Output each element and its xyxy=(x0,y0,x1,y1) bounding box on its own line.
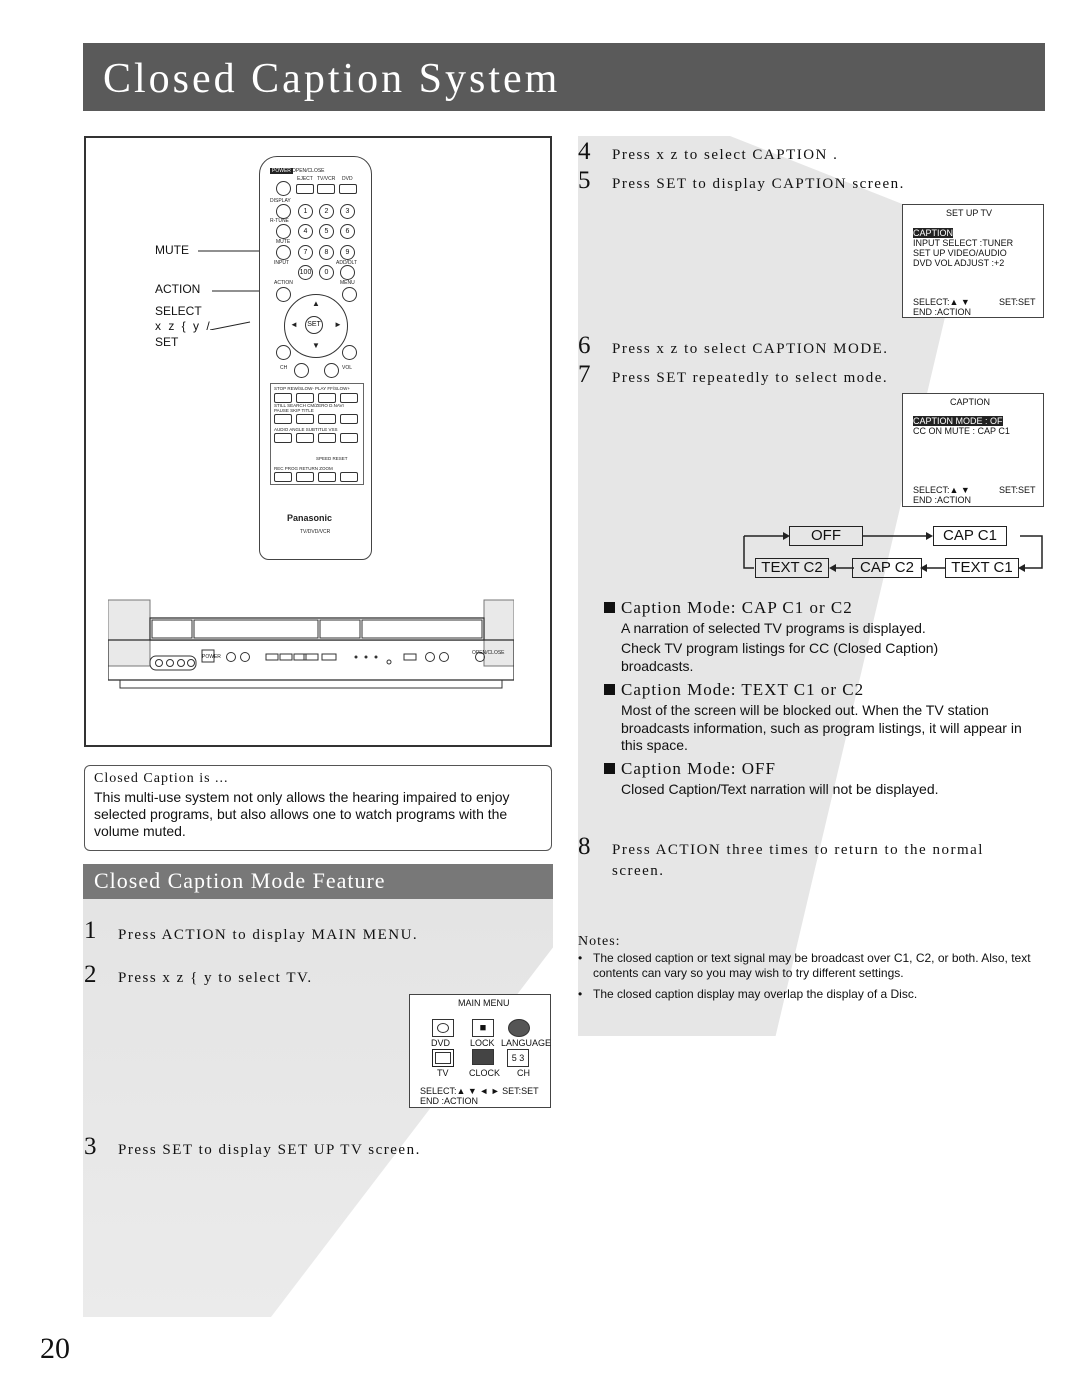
setup-tv-footer-end: END :ACTION xyxy=(913,307,972,317)
remote-row3-label: PAUSE SKIP TITLE xyxy=(274,408,314,413)
remote-up-arrow-icon: ▲ xyxy=(312,299,320,308)
flow-text-c2-box: TEXT C2 xyxy=(755,558,829,578)
remote-subtitle-button xyxy=(318,433,336,443)
step-7-number: 7 xyxy=(578,361,591,388)
step-2-text: Press x z { y to select TV. xyxy=(118,970,313,986)
page-number: 20 xyxy=(40,1332,70,1365)
flow-text-c1-box: TEXT C1 xyxy=(945,558,1019,578)
remote-set-button: SET xyxy=(305,316,323,334)
remote-key-2: 2 xyxy=(319,204,334,219)
remote-brand-logo: Panasonic xyxy=(287,513,333,523)
bullet-square-icon xyxy=(604,602,615,613)
step-6-text: Press x z to select CAPTION MODE. xyxy=(612,341,889,357)
remote-key-6: 6 xyxy=(340,224,355,239)
remote-key-4: 4 xyxy=(298,224,313,239)
step-8-text: Press ACTION three times to return to the normal xyxy=(612,842,984,858)
mode-off-body: Closed Caption/Text narration will not be displayed. xyxy=(621,781,939,797)
remote-dvd-label: DVD xyxy=(342,176,353,182)
flow-cap-c2-box: CAP C2 xyxy=(852,558,922,578)
ch-icon: 5 3 xyxy=(507,1049,529,1067)
remote-stop-button xyxy=(274,393,292,403)
remote-row4-label: AUDIO ANGLE SUBTITLE VSS xyxy=(274,427,338,432)
remote-ch-label: CH xyxy=(280,365,288,371)
label-select-keys: x z { y / xyxy=(155,319,212,333)
remote-ch-up-button xyxy=(276,345,291,360)
lock-icon: ■ xyxy=(472,1019,494,1037)
step-3-number: 3 xyxy=(84,1133,97,1160)
main-menu-lock-label: LOCK xyxy=(470,1038,495,1048)
mode-text-heading xyxy=(604,680,864,700)
remote-key-8: 8 xyxy=(319,245,334,260)
remote-add-dlt-button xyxy=(340,265,355,280)
remote-return-button xyxy=(318,472,336,482)
remote-rtune-button xyxy=(276,224,291,239)
remote-action-button xyxy=(276,287,291,302)
mode-cap-heading-text: Caption Mode: CAP C1 or C2 xyxy=(621,598,853,617)
remote-vol-down-button xyxy=(324,363,339,378)
remote-play-button xyxy=(318,393,336,403)
caption-mode-item: CAPTION MODE : OF xyxy=(913,416,1003,426)
bullet-icon: • xyxy=(578,951,583,965)
remote-key-1: 1 xyxy=(298,204,313,219)
remote-model-label: TV/DVD/VCR xyxy=(300,529,331,535)
remote-action-label: ACTION xyxy=(274,280,293,286)
notes-item-1-text: The closed caption or text signal may be broadcast over C1, C2, or both. Also, text contents can vary so you may wish to try different settings. xyxy=(593,951,1031,980)
remote-power-button xyxy=(276,181,291,196)
background-band-right xyxy=(578,136,958,1036)
setup-tv-dvd-vol: DVD VOL ADJUST :+2 xyxy=(913,258,1005,268)
mode-text-body: Most of the screen will be blocked out. When the TV station broadcasts information, such as program listings, it will appear in this space. xyxy=(621,702,1022,753)
setup-tv-footer-select: SELECT:▲ ▼ xyxy=(913,297,970,307)
step-4-text: Press x z to select CAPTION . xyxy=(612,147,839,163)
tv-power-label: POWER xyxy=(202,654,221,660)
mode-cap-body2: Check TV program listings for CC (Closed Caption) broadcasts. xyxy=(621,640,939,674)
bullet-icon: • xyxy=(578,987,583,1001)
remote-angle-button xyxy=(296,433,314,443)
step-4-number: 4 xyxy=(578,138,591,165)
remote-pause-button xyxy=(274,414,292,424)
flow-off-box: OFF xyxy=(789,526,863,546)
remote-add-dlt-label: ADD/DLT xyxy=(336,260,358,266)
step-8-number: 8 xyxy=(578,833,591,860)
remote-tvvcr-label: TV/VCR xyxy=(317,176,336,182)
section-title: Closed Caption Mode Feature xyxy=(94,868,386,893)
remote-row2-label: STILL SEARCH CM/ZERO D.NAVI xyxy=(274,403,344,408)
remote-vol-label: VOL xyxy=(342,365,353,371)
clock-icon xyxy=(472,1049,494,1065)
step-1-text: Press ACTION to display MAIN MENU. xyxy=(118,927,419,943)
remote-tvvcr-button xyxy=(317,184,335,194)
tv-open-close-label: OPEN/CLOSE xyxy=(472,650,505,656)
mode-cap-heading xyxy=(604,598,853,618)
tv-front-panel xyxy=(108,598,514,690)
language-icon xyxy=(508,1019,530,1037)
notes-item-1 xyxy=(578,951,1044,980)
remote-vol-up-button xyxy=(342,345,357,360)
remote-menu-button xyxy=(342,287,357,302)
label-action: ACTION xyxy=(155,282,201,296)
setup-tv-footer-set: SET:SET xyxy=(999,297,1036,307)
remote-row6-label: REC PROG RETURN ZOOM xyxy=(274,466,333,471)
remote-row1-label: STOP REW/SLOW- PLAY FF/SLOW+ xyxy=(274,386,350,391)
caption-screen-title: CAPTION xyxy=(950,397,991,407)
remote-title-button xyxy=(340,414,358,424)
remote-power-label: POWER xyxy=(272,168,291,174)
remote-down-arrow-icon: ▼ xyxy=(312,341,320,350)
remote-rew-button xyxy=(296,393,314,403)
setup-tv-input-select: INPUT SELECT :TUNER xyxy=(913,238,1014,248)
mode-cap-body: A narration of selected TV programs is displayed. xyxy=(621,620,926,636)
bullet-square-icon xyxy=(604,684,615,695)
note-title: Closed Caption is ... xyxy=(94,771,229,786)
label-mute: MUTE xyxy=(155,243,189,257)
remote-mute-button xyxy=(276,245,291,260)
step-3-text: Press SET to display SET UP TV screen. xyxy=(118,1142,421,1158)
remote-key-5: 5 xyxy=(319,224,334,239)
remote-input-label: INPUT xyxy=(274,260,289,266)
main-menu-clock-label: CLOCK xyxy=(469,1068,501,1078)
remote-open-close-label: OPEN/CLOSE xyxy=(292,168,325,174)
step-7-text: Press SET repeatedly to select mode. xyxy=(612,370,889,386)
note-body: This multi-use system not only allows the hearing impaired to enjoy selected programs, but also allows one to watch programs with the volume muted. xyxy=(94,789,510,839)
step-6-number: 6 xyxy=(578,332,591,359)
bullet-square-icon xyxy=(604,763,615,774)
remote-key-0: 0 xyxy=(319,265,334,280)
main-menu-footer-end: END :ACTION xyxy=(420,1096,479,1106)
remote-display-button xyxy=(276,204,291,219)
remote-control xyxy=(259,156,372,560)
mode-text-heading-text: Caption Mode: TEXT C1 or C2 xyxy=(621,680,865,699)
caption-screen-footer-set: SET:SET xyxy=(999,485,1036,495)
remote-key-100: 100 xyxy=(298,265,313,280)
main-menu-ch-label: CH xyxy=(517,1068,530,1078)
flow-cap-c1-box: CAP C1 xyxy=(933,526,1007,546)
remote-zoom-button xyxy=(340,472,358,482)
caption-screen-footer-select: SELECT:▲ ▼ xyxy=(913,485,970,495)
remote-rec-button xyxy=(274,472,292,482)
label-set: SET xyxy=(155,335,179,349)
main-menu-footer-select: SELECT:▲ ▼ ◄ ► SET:SET xyxy=(420,1086,539,1096)
step-8-text-cont: screen. xyxy=(612,863,665,879)
remote-key-3: 3 xyxy=(340,204,355,219)
step-2-number: 2 xyxy=(84,961,97,988)
main-menu-screen xyxy=(409,994,551,1108)
remote-left-arrow-icon: ◄ xyxy=(290,320,298,329)
setup-tv-title: SET UP TV xyxy=(946,208,993,218)
remote-prog-button xyxy=(296,472,314,482)
cc-on-mute-item: CC ON MUTE : CAP C1 xyxy=(913,426,1010,436)
setup-tv-video-audio: SET UP VIDEO/AUDIO xyxy=(913,248,1007,258)
main-menu-dvd-label: DVD xyxy=(431,1038,451,1048)
tv-icon xyxy=(432,1049,454,1067)
mode-off-heading-text: Caption Mode: OFF xyxy=(621,759,776,778)
step-5-text: Press SET to display CAPTION screen. xyxy=(612,176,905,192)
step-1-number: 1 xyxy=(84,917,97,944)
mode-off-heading xyxy=(604,759,776,779)
dvd-disc-icon xyxy=(432,1019,454,1037)
remote-eject-label: EJECT xyxy=(297,176,313,182)
remote-dvd-button xyxy=(339,184,357,194)
notes-title: Notes: xyxy=(578,934,621,949)
remote-mute-label: MUTE xyxy=(276,239,291,245)
remote-audio-button xyxy=(274,433,292,443)
remote-display-label: DISPLAY xyxy=(270,198,291,204)
label-select: SELECT xyxy=(155,304,202,318)
remote-rtune-label: R-TUNE xyxy=(270,218,289,224)
remote-ff-button xyxy=(340,393,358,403)
remote-skip-fwd-button xyxy=(318,414,336,424)
remote-key-9: 9 xyxy=(340,245,355,260)
remote-ch-down-button xyxy=(294,363,309,378)
setup-tv-caption-item: CAPTION xyxy=(913,228,954,238)
remote-key-7: 7 xyxy=(298,245,313,260)
main-menu-language-label: LANGUAGE xyxy=(501,1038,552,1048)
remote-vss-button xyxy=(340,433,358,443)
main-menu-title: MAIN MENU xyxy=(458,998,510,1008)
remote-menu-label: MENU xyxy=(340,280,355,286)
notes-item-2 xyxy=(578,987,1044,1002)
remote-skip-back-button xyxy=(296,414,314,424)
remote-row5-label: SPEED RESET xyxy=(316,456,348,461)
remote-eject-button xyxy=(296,184,314,194)
page-title: Closed Caption System xyxy=(103,56,561,102)
step-5-number: 5 xyxy=(578,167,591,194)
remote-right-arrow-icon: ► xyxy=(334,320,342,329)
setup-tv-screen xyxy=(902,204,1044,318)
main-menu-tv-label: TV xyxy=(437,1068,449,1078)
caption-screen-footer-end: END :ACTION xyxy=(913,495,972,505)
notes-item-2-text: The closed caption display may overlap the display of a Disc. xyxy=(593,987,918,1001)
caption-screen xyxy=(902,393,1044,507)
